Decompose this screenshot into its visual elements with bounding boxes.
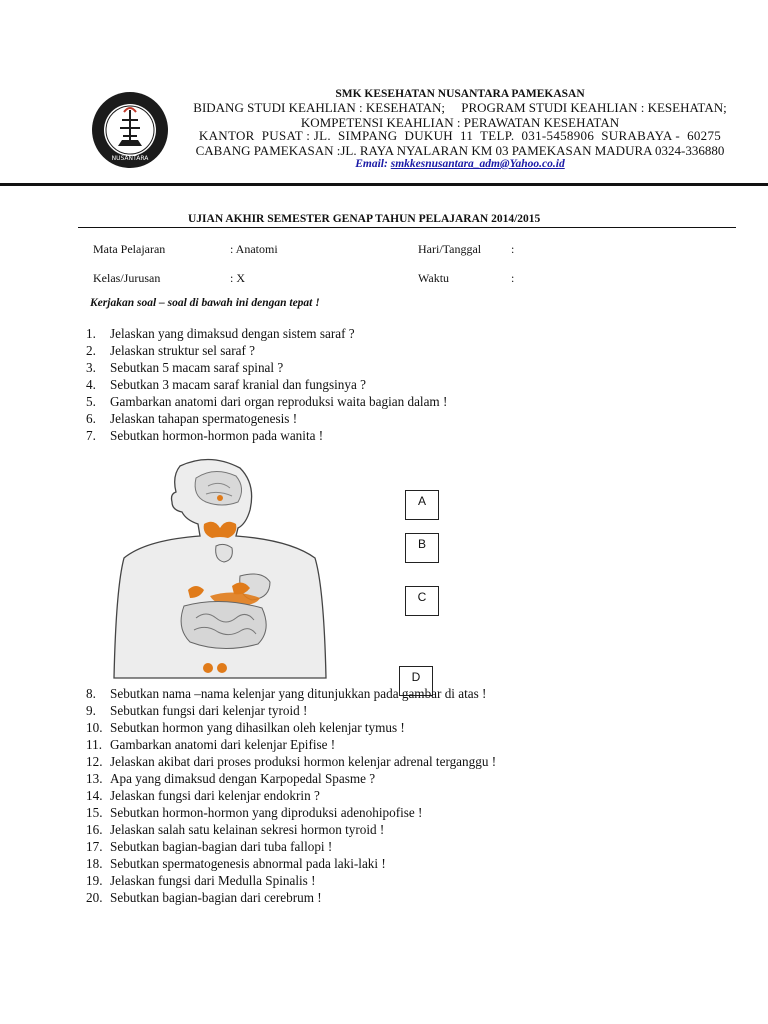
subject-value: : Anatomi	[230, 242, 278, 256]
question-text: Apa yang dimaksud dengan Karpopedal Spasme ?	[110, 771, 376, 786]
question-text: Sebutkan hormon-hormon pada wanita !	[110, 428, 324, 443]
endocrine-body-figure	[110, 458, 330, 680]
instruction: Kerjakan soal – soal di bawah ini dengan tepat !	[90, 297, 320, 309]
question-text: Jelaskan fungsi dari kelenjar endokrin ?	[110, 788, 320, 803]
question-item	[86, 736, 496, 753]
question-item	[86, 821, 496, 838]
question-item	[86, 770, 496, 787]
title-divider	[78, 227, 736, 228]
question-number: 13.	[86, 771, 103, 786]
question-number: 2.	[86, 343, 96, 358]
question-text: Sebutkan 3 macam saraf kranial dan fungsinya ?	[110, 377, 366, 392]
question-text: Gambarkan anatomi dari organ reproduksi waita bagian dalam !	[110, 394, 448, 409]
class-value: : X	[230, 271, 245, 285]
question-text: Sebutkan 5 macam saraf spinal ?	[110, 360, 284, 375]
question-text: Sebutkan fungsi dari kelenjar tyroid !	[110, 703, 308, 718]
question-text: Sebutkan spermatogenesis abnormal pada laki-laki !	[110, 856, 386, 871]
question-item	[86, 325, 447, 342]
question-text: Sebutkan nama –nama kelenjar yang ditunjukkan pada gambar di atas !	[110, 686, 487, 701]
class-label: Kelas/Jurusan	[93, 271, 161, 285]
header-study-fields: BIDANG STUDI KEAHLIAN : KESEHATAN; PROGRAM STUDI KEAHLIAN : KESEHATAN;	[193, 100, 727, 115]
question-number: 14.	[86, 788, 103, 803]
question-number: 20.	[86, 890, 103, 905]
header-divider	[0, 183, 768, 186]
question-number: 5.	[86, 394, 96, 409]
question-number: 17.	[86, 839, 103, 854]
label-box-c: C	[405, 586, 439, 616]
day-label: Hari/Tanggal	[418, 242, 482, 256]
question-text: Jelaskan salah satu kelainan sekresi hormon tyroid !	[110, 822, 385, 837]
header-email-row	[180, 157, 740, 172]
time-label: Waktu	[418, 271, 450, 285]
question-text: Jelaskan akibat dari proses produksi hormon kelenjar adrenal terganggu !	[110, 754, 497, 769]
question-item	[86, 787, 496, 804]
question-text: Sebutkan hormon yang dihasilkan oleh kelenjar tymus !	[110, 720, 405, 735]
question-text: Jelaskan yang dimaksud dengan sistem saraf ?	[110, 326, 355, 341]
day-value: :	[511, 242, 515, 256]
question-number: 3.	[86, 360, 96, 375]
question-text: Jelaskan struktur sel saraf ?	[110, 343, 256, 358]
question-item	[86, 393, 447, 410]
question-number: 8.	[86, 686, 96, 701]
header-head-office: KANTOR PUSAT : JL. SIMPANG DUKUH 11 TELP. 031-5458906 SURABAYA - 60275	[198, 128, 722, 143]
question-list-part-2	[86, 685, 496, 906]
question-text: Jelaskan tahapan spermatogenesis !	[110, 411, 298, 426]
question-number: 9.	[86, 703, 96, 718]
question-item	[86, 838, 496, 855]
question-number: 16.	[86, 822, 103, 837]
question-item	[86, 685, 496, 702]
logo-text: NUSANTARA	[111, 155, 149, 162]
question-text: Jelaskan fungsi dari Medulla Spinalis !	[110, 873, 316, 888]
time-value: :	[511, 271, 515, 285]
exam-title: UJIAN AKHIR SEMESTER GENAP TAHUN PELAJARAN 2014/2015	[188, 213, 541, 225]
question-text: Sebutkan bagian-bagian dari tuba fallopi !	[110, 839, 333, 854]
question-item	[86, 753, 496, 770]
question-number: 10.	[86, 720, 103, 735]
question-number: 1.	[86, 326, 96, 341]
question-item	[86, 376, 447, 393]
question-item	[86, 359, 447, 376]
header-branch-office: CABANG PAMEKASAN :JL. RAYA NYALARAN KM 03 PAMEKASAN MADURA 0324-336880	[195, 143, 725, 158]
header-competency: KOMPETENSI KEAHLIAN : PERAWATAN KESEHATAN	[300, 115, 620, 130]
label-box-d: D	[399, 666, 433, 696]
question-list-part-1	[86, 325, 447, 444]
label-box-b: B	[405, 533, 439, 563]
label-box-a: A	[405, 490, 439, 520]
question-item	[86, 410, 447, 427]
question-item	[86, 427, 447, 444]
question-item	[86, 889, 496, 906]
question-item	[86, 342, 447, 359]
question-number: 4.	[86, 377, 96, 392]
question-item	[86, 855, 496, 872]
email-link[interactable]: smkkesnusantara_adm@Yahoo.co.id	[390, 158, 565, 170]
question-number: 12.	[86, 754, 103, 769]
question-text: Gambarkan anatomi dari kelenjar Epifise !	[110, 737, 336, 752]
question-item	[86, 702, 496, 719]
question-item	[86, 872, 496, 889]
subject-label: Mata Pelajaran	[93, 242, 166, 256]
school-name: SMK KESEHATAN NUSANTARA PAMEKASAN	[335, 88, 585, 100]
question-item	[86, 719, 496, 736]
question-number: 15.	[86, 805, 103, 820]
email-label: Email:	[355, 158, 388, 170]
question-text: Sebutkan bagian-bagian dari cerebrum !	[110, 890, 322, 905]
question-number: 11.	[86, 737, 102, 752]
question-text: Sebutkan hormon-hormon yang diproduksi adenohipofise !	[110, 805, 423, 820]
school-logo	[90, 90, 170, 170]
question-number: 18.	[86, 856, 103, 871]
question-number: 7.	[86, 428, 96, 443]
question-number: 6.	[86, 411, 96, 426]
question-number: 19.	[86, 873, 103, 888]
question-item	[86, 804, 496, 821]
